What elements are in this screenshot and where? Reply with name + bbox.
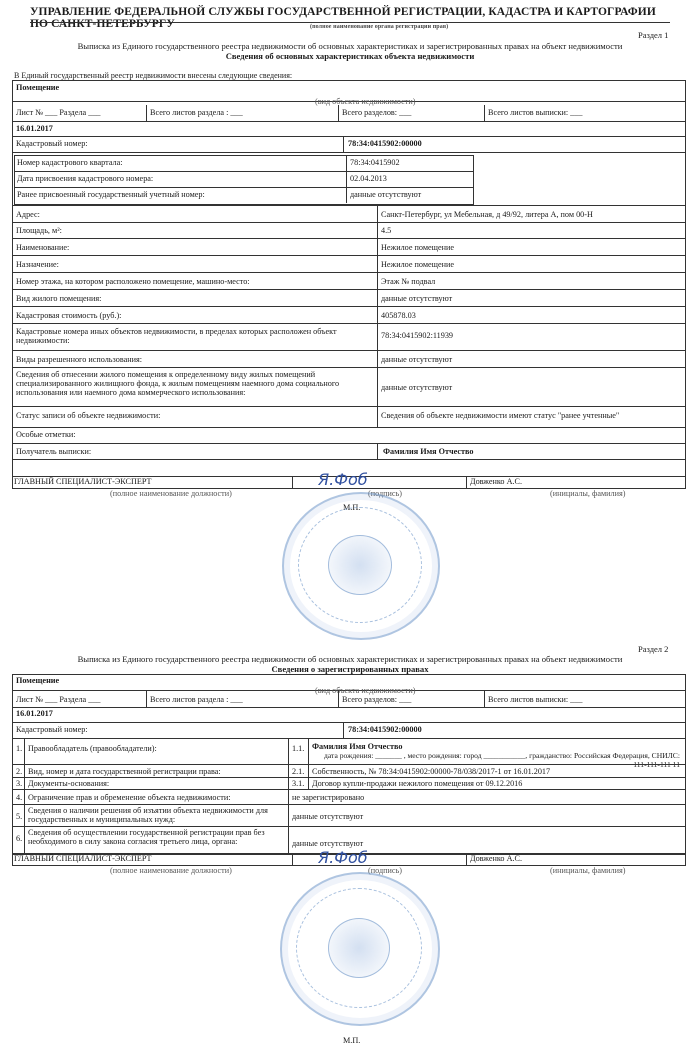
s2-row1-value: Фамилия Имя Отчество (312, 742, 403, 751)
s2-row6-value: данные отсутствуют (292, 839, 364, 848)
row-prev-number-value: данные отсутствуют (350, 190, 422, 199)
s2-rule (12, 764, 685, 765)
seal-emblem (328, 535, 392, 595)
s1-rule (12, 367, 685, 368)
s1-rule (12, 238, 685, 239)
s1-rule (14, 187, 473, 188)
row-status-value: Сведения об объекте недвижимости имеют статус "ранее учтенные" (381, 411, 620, 420)
s2-row2-value: Собственность, № 78:34:0415902:00000-78/038/2017-1 от 16.01.2017 (312, 767, 551, 776)
s2-row1-sub: 1.1. (292, 744, 305, 753)
s1-rule (12, 152, 685, 153)
row-cad-date-label: Дата присвоения кадастрового номера: (17, 174, 154, 183)
s2-signature-mark: Я.Фоб (318, 848, 368, 867)
s1-name-note: (инициалы, фамилия) (550, 489, 626, 498)
s2-signer-position: ГЛАВНЫЙ СПЕЦИАЛИСТ-ЭКСПЕРТ (14, 854, 152, 863)
s1-rule (12, 205, 685, 206)
s1-sections-total: Всего разделов: ___ (342, 108, 412, 117)
razdel-2-label: Раздел 2 (638, 644, 669, 654)
s1-title-line2: Сведения об основных характеристиках объекта недвижимости (225, 51, 475, 61)
row-address-value: Санкт-Петербург, ул Мебельная, д 49/92, литера А, пом 00-Н (381, 210, 593, 219)
s2-sheet-no: Лист № ___ Раздела ___ (16, 695, 101, 704)
row-purpose-label: Назначение: (16, 260, 59, 269)
seal-emblem (328, 918, 390, 978)
row-floor-label: Номер этажа, на котором расположено помещение, машино-место: (16, 277, 250, 286)
s1-rule (292, 476, 293, 488)
agency-note: (полное наименование органа регистрации прав) (310, 24, 449, 30)
s1-sheet-no: Лист № ___ Раздела ___ (16, 108, 101, 117)
s2-row4-label: Ограничение прав и обременение объекта недвижимости: (28, 793, 231, 802)
razdel-1-label: Раздел 1 (638, 30, 669, 40)
s2-rule (343, 722, 344, 738)
row-area-value: 4.5 (381, 226, 392, 235)
row-special-fund-label: Сведения об отнесении жилого помещения к определенному виду жилых помещений специализированного жилищного фонда, к жилым помещениям наемного дома социального использования или наемного дома коммерческого использования: (16, 370, 340, 397)
row-other-cad-value: 78:34:0415902:11939 (381, 331, 454, 340)
s2-sheets-total: Всего листов раздела : ___ (150, 695, 243, 704)
s1-rule (146, 105, 147, 121)
row-cad-cost-value: 405878.03 (381, 311, 416, 320)
s2-row6-num: 6. (16, 834, 23, 843)
s1-rule (346, 155, 347, 203)
s2-row3-label: Документы-основания: (28, 779, 110, 788)
s1-seal-stamp (282, 492, 440, 640)
s2-rule (338, 691, 339, 707)
row-allowed-use-value: данные отсутствуют (381, 355, 453, 364)
row-cad-quarter-value: 78:34:0415902 (350, 158, 400, 167)
s2-cad-label: Кадастровый номер: (16, 725, 88, 734)
s2-rule (12, 722, 685, 723)
s2-title-line1: Выписка из Единого государственного реестра недвижимости об основных характеристиках и зарегистрированных правах на объект недвижимости (77, 654, 623, 664)
s2-object-type: Помещение (16, 676, 60, 685)
s2-cad-value: 78:34:0415902:00000 (348, 725, 422, 734)
s1-rule (12, 289, 685, 290)
s1-cad-value: 78:34:0415902:00000 (348, 139, 422, 148)
s1-rule (12, 350, 685, 351)
s1-extract-total: Всего листов выписки: ___ (488, 108, 583, 117)
s1-rule (12, 121, 685, 122)
s2-row1-value-extra: дата рождения: _______ , место рождения: город ___________, гражданство: Российская Федерация, СНИЛС: 111-111-111 11 (324, 751, 680, 769)
s1-signer-name: Довженко А.С. (470, 477, 523, 486)
s2-row2-label: Вид, номер и дата государственной регистрации права: (28, 767, 221, 776)
s2-rule (12, 826, 685, 827)
row-address-label: Адрес: (16, 210, 40, 219)
row-allowed-use-label: Виды разрешенного использования: (16, 355, 143, 364)
s2-rule (466, 853, 467, 865)
s1-signature-note: (подпись) (368, 489, 402, 498)
s1-rule (12, 443, 685, 444)
s2-signature-note: (подпись) (368, 866, 402, 875)
recipient-value: Фамилия Имя Отчество (383, 447, 474, 456)
s2-row4-num: 4. (16, 793, 23, 802)
s1-intro: В Единый государственный реестр недвижимости внесены следующие сведения: (14, 71, 293, 80)
s2-title-line2: Сведения о зарегистрированных правах (271, 664, 429, 674)
s2-row6-label: Сведения об осуществлении государственной регистрации прав без необходимого в силу закона согласия третьего лица, органа: (28, 828, 265, 846)
s2-rule (24, 738, 25, 853)
s2-row5-value: данные отсутствуют (292, 812, 364, 821)
row-floor-value: Этаж № подвал (381, 277, 436, 286)
row-prev-number-label: Ранее присвоенный государственный учетный номер: (17, 190, 205, 199)
s2-rule (146, 691, 147, 707)
s2-row1-label: Правообладатель (правообладатели): (28, 744, 157, 753)
s2-rule (12, 804, 685, 805)
row-purpose-value: Нежилое помещение (381, 260, 455, 269)
s2-row5-num: 5. (16, 812, 23, 821)
s1-rule (12, 306, 685, 307)
row-living-type-value: данные отсутствуют (381, 294, 453, 303)
s1-rule (12, 427, 685, 428)
s2-rule (12, 777, 685, 778)
s1-signer-position: ГЛАВНЫЙ СПЕЦИАЛИСТ-ЭКСПЕРТ (14, 477, 152, 486)
header-rule (30, 22, 670, 23)
row-other-cad-label: Кадастровые номера иных объектов недвижимости, в пределах которых расположен объект недвижимости: (16, 327, 337, 345)
s1-rule (377, 443, 378, 459)
s2-rule (288, 738, 289, 853)
row-name-label: Наименование: (16, 243, 70, 252)
s2-object-note: (вид объекта недвижимости) (315, 686, 416, 695)
row-area-label: Площадь, м²: (16, 226, 62, 235)
s1-signature-mark: Я.Фоб (318, 470, 368, 489)
row-living-type-label: Вид жилого помещения: (16, 294, 102, 303)
s1-rule (14, 171, 473, 172)
s2-row2-num: 2. (16, 767, 23, 776)
s1-rule (343, 136, 344, 152)
s2-rule (12, 738, 685, 739)
row-status-label: Статус записи об объекте недвижимости: (16, 411, 161, 420)
s1-rule (484, 105, 485, 121)
s2-mp: М.П. (343, 1036, 361, 1045)
s1-object-note: (вид объекта недвижимости) (315, 97, 416, 106)
s2-name-note: (инициалы, фамилия) (550, 866, 626, 875)
agency-title: УПРАВЛЕНИЕ ФЕДЕРАЛЬНОЙ СЛУЖБЫ ГОСУДАРСТВЕННОЙ РЕГИСТРАЦИИ, КАДАСТРА И КАРТОГРАФИИ ПО САНКТ-ПЕТЕРБУРГУ (30, 6, 656, 30)
s2-row3-num: 3. (16, 779, 23, 788)
s1-cad-label: Кадастровый номер: (16, 139, 88, 148)
s2-rule (12, 789, 685, 790)
s1-rule (12, 222, 685, 223)
row-cad-date-value: 02.04.2013 (350, 174, 387, 183)
s2-extract-total: Всего листов выписки: ___ (488, 695, 583, 704)
s2-rule (484, 691, 485, 707)
recipient-label: Получатель выписки: (16, 447, 92, 456)
s1-rule (12, 272, 685, 273)
s2-position-note: (полное наименование должности) (110, 866, 232, 875)
s2-row2-sub: 2.1. (292, 767, 305, 776)
s1-sheets-total: Всего листов раздела : ___ (150, 108, 243, 117)
agency-header (30, 6, 670, 30)
s1-rule (12, 459, 685, 460)
s2-row1-num: 1. (16, 744, 23, 753)
s2-row3-sub: 3.1. (292, 779, 305, 788)
special-marks-label: Особые отметки: (16, 430, 76, 439)
s2-row4-value: не зарегистрировано (292, 793, 365, 802)
s1-date: 16.01.2017 (16, 124, 53, 133)
s2-row5-label: Сведения о наличии решения об изъятии объекта недвижимости для государственных и муниципальных нужд: (28, 806, 268, 824)
s2-row3-value: Договор купли-продажи нежилого помещения от 09.12.2016 (312, 779, 523, 788)
s1-position-note: (полное наименование должности) (110, 489, 232, 498)
row-special-fund-value: данные отсутствуют (381, 383, 453, 392)
s1-rule (12, 406, 685, 407)
s1-mp: М.П. (343, 503, 361, 512)
s2-date: 16.01.2017 (16, 709, 53, 718)
s1-rule (466, 476, 467, 488)
s1-rule (12, 323, 685, 324)
s1-rule (12, 255, 685, 256)
s2-seal-stamp (280, 872, 440, 1026)
row-cad-cost-label: Кадастровая стоимость (руб.): (16, 311, 122, 320)
row-cad-quarter-label: Номер кадастрового квартала: (17, 158, 123, 167)
s2-rule (292, 853, 293, 865)
s1-rule (338, 105, 339, 121)
s1-title-line1: Выписка из Единого государственного реестра недвижимости об основных характеристиках и зарегистрированных правах на объект недвижимости (77, 41, 623, 51)
s1-object-type: Помещение (16, 83, 60, 92)
s2-rule (12, 707, 685, 708)
s2-signer-name: Довженко А.С. (470, 854, 523, 863)
s1-rule (12, 136, 685, 137)
row-name-value: Нежилое помещение (381, 243, 455, 252)
s2-sections-total: Всего разделов: ___ (342, 695, 412, 704)
